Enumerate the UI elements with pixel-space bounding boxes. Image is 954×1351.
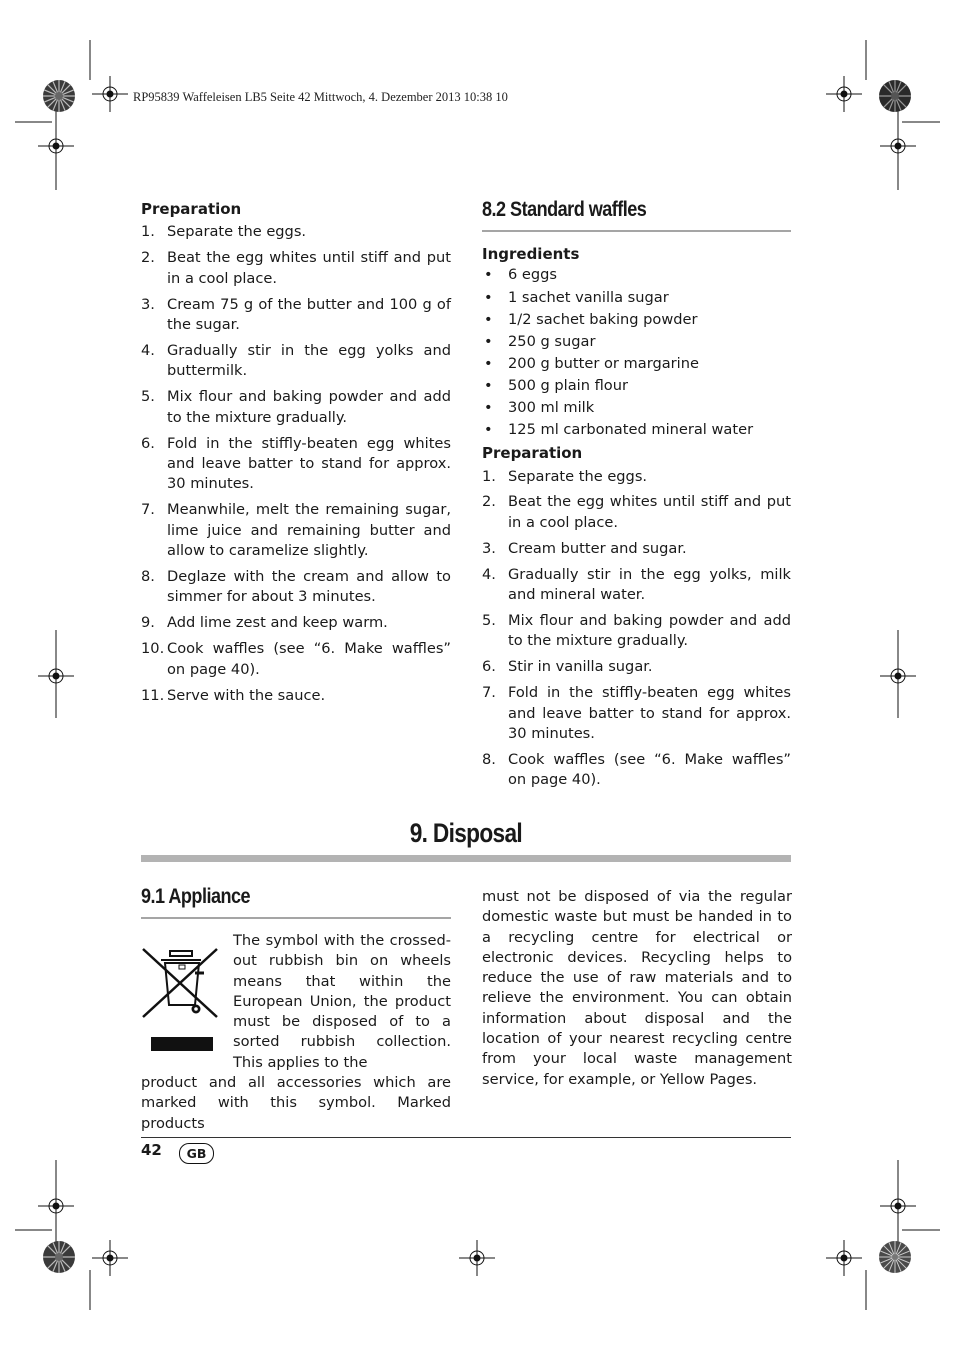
section-title-standard-waffles: 8.2 Standard waffles — [482, 198, 647, 221]
print-slug: RP95839 Waffeleisen LB5 Seite 42 Mittwoch, 4. Dezember 2013 10:38 10 — [133, 90, 508, 104]
list-item: 9. Add lime zest and keep warm. — [141, 614, 388, 632]
weee-crossed-bin-icon — [141, 939, 223, 1055]
registration-target-icon — [36, 656, 76, 696]
registration-target-icon — [36, 126, 76, 166]
ingredients-list — [482, 264, 791, 441]
list-item: 4. Gradually stir in the egg yolks and buttermilk. — [141, 341, 451, 380]
list-item: • 1 sachet vanilla sugar — [484, 288, 669, 306]
color-wheel-icon — [42, 1240, 76, 1274]
chapter-title-disposal: 9. Disposal — [409, 818, 523, 848]
color-wheel-icon — [878, 1240, 912, 1274]
chapter-rule — [141, 855, 791, 862]
left-column — [141, 199, 451, 711]
list-item: 8. Deglaze with the cream and allow to simmer for about 3 minutes. — [141, 568, 451, 606]
section-rule — [141, 917, 451, 919]
list-item: 5. Mix flour and baking powder and add to the mixture gradually. — [482, 612, 791, 650]
right-steps-list — [482, 467, 791, 791]
list-item: • 250 g sugar — [484, 332, 596, 350]
left-steps-list — [141, 222, 451, 706]
list-item: 11. Serve with the sauce. — [141, 686, 326, 704]
registration-target-icon — [878, 126, 918, 166]
list-item: • 6 eggs — [484, 266, 558, 284]
list-item: • 125 ml carbonated mineral water — [484, 421, 754, 439]
list-item: • 200 g butter or margarine — [484, 354, 699, 372]
list-item: 6. Stir in vanilla sugar. — [482, 658, 653, 676]
ingredients-heading: Ingredients — [482, 245, 580, 263]
disposal-paragraph-left: product and all accessories which are marked with this symbol. Marked products — [141, 1074, 451, 1132]
disposal-paragraph-right: must not be disposed of via the regular domestic waste but must be handed in to a recycling centre for electrical or electronic devices. Recycling helps to reduce the use of raw materials and to relieve the environment. You can obtain information about disposal and the location of your nearest recycling centre from your local waste management service, for example, or Yellow Pages. — [482, 888, 792, 1088]
disposal-paragraph-left-wrap: The symbol with the crossed-out rubbish bin on wheels means that within the European Union, the product must be disposed of to a sorted rubbish collection. This applies to the — [233, 932, 451, 1071]
disposal-left-text — [141, 931, 451, 1134]
list-item: 10. Cook waffles (see “6. Make waffles” on page 40). — [141, 640, 451, 678]
registration-target-icon — [824, 1238, 864, 1278]
preparation-heading: Preparation — [482, 444, 583, 463]
registration-target-icon — [878, 656, 918, 696]
list-item: 6. Fold in the stiffly-beaten egg whites and leave batter to stand for approx. 30 minutes. — [141, 434, 451, 493]
list-item: 8. Cook waffles (see “6. Make waffles” on page 40). — [482, 750, 791, 789]
registration-target-icon — [878, 1186, 918, 1226]
registration-target-icon — [90, 1238, 130, 1278]
registration-target-icon — [90, 74, 130, 114]
list-item: 1. Separate the eggs. — [141, 223, 307, 241]
section-rule — [482, 230, 791, 232]
list-item: 2. Beat the egg whites until stiff and put in a cool place. — [141, 249, 451, 287]
page-number: 42 — [141, 1141, 162, 1159]
list-item: 7. Fold in the stiffly-beaten egg whites and leave batter to stand for approx. 30 minutes. — [482, 684, 791, 743]
registration-target-icon — [36, 1186, 76, 1226]
list-item: 2. Beat the egg whites until stiff and put in a cool place. — [482, 493, 791, 531]
color-wheel-icon — [42, 79, 76, 113]
list-item: 5. Mix flour and baking powder and add to the mixture gradually. — [141, 388, 451, 426]
registration-target-icon — [824, 74, 864, 114]
preparation-heading: Preparation — [141, 200, 242, 218]
color-wheel-icon — [878, 79, 912, 113]
list-item: 1. Separate the eggs. — [482, 467, 648, 485]
list-item: • 500 g plain flour — [484, 376, 628, 394]
footer-rule — [141, 1137, 791, 1138]
registration-target-icon — [457, 1238, 497, 1278]
list-item: 7. Meanwhile, melt the remaining sugar, lime juice and remaining butter and allow to caramelize slightly. — [141, 501, 451, 560]
list-item: 3. Cream 75 g of the butter and 100 g of the sugar. — [141, 295, 451, 334]
list-item: 4. Gradually stir in the egg yolks, milk and mineral water. — [482, 565, 791, 604]
right-column — [482, 244, 791, 796]
list-item: 3. Cream butter and sugar. — [482, 539, 687, 557]
section-title-appliance: 9.1 Appliance — [141, 885, 251, 908]
list-item: • 1/2 sachet baking powder — [484, 310, 698, 328]
list-item: • 300 ml milk — [484, 398, 595, 416]
country-badge: GB — [179, 1143, 214, 1164]
